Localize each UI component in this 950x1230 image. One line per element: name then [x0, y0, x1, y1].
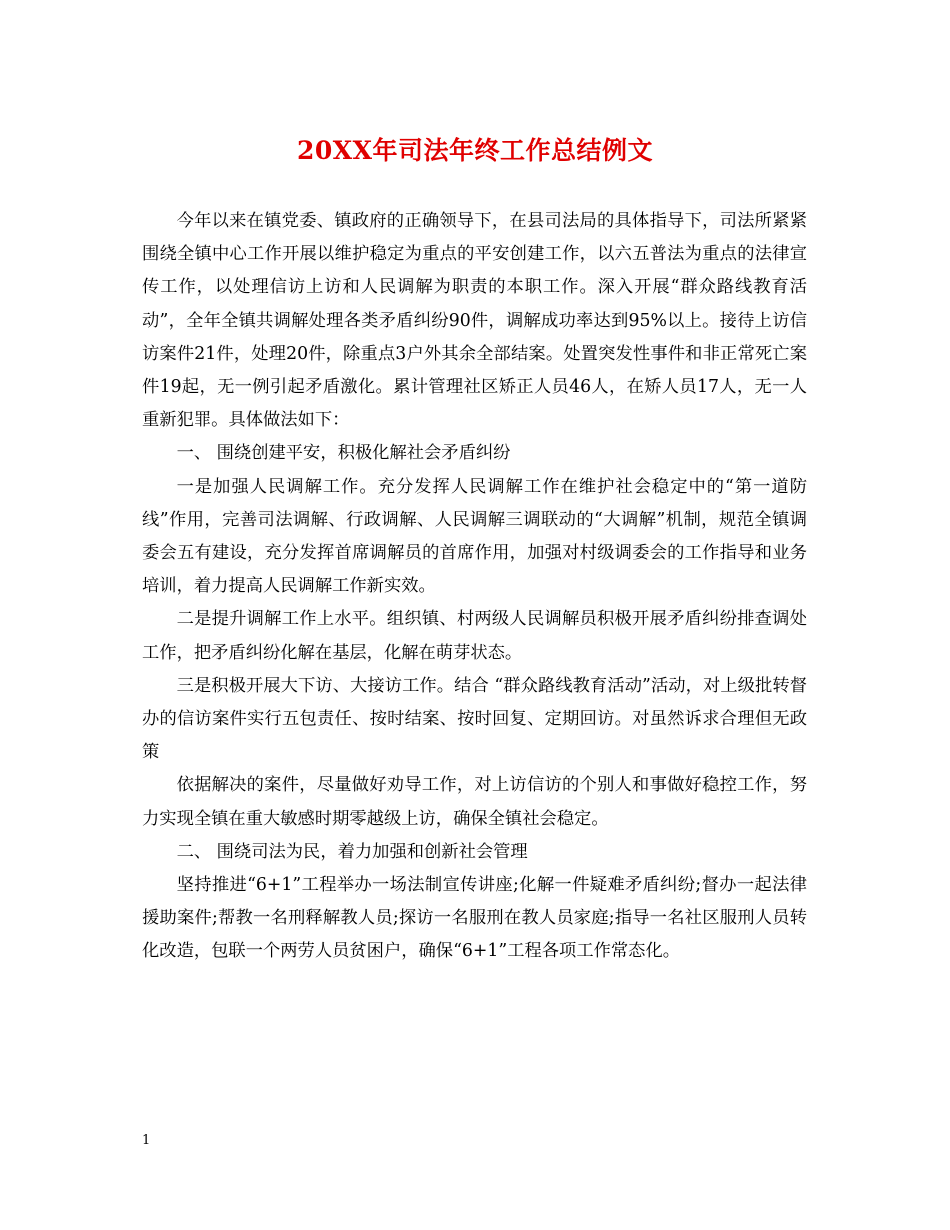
document-body: [142, 205, 807, 969]
document-title: 20XX年司法年终工作总结例文: [296, 136, 654, 165]
paragraph-improve-mediation: 二是提升调解工作上水平。组织镇、村两级人民调解员积极开展矛盾纠纷排查调处工作，把矛盾纠纷化解在基层，化解在萌芽状态。: [142, 609, 807, 663]
paragraph-persuasion: 依据解决的案件，尽量做好劝导工作，对上访信访的个别人和事做好稳控工作，努力实现全镇在重大敏感时期零越级上访，确保全镇社会稳定。: [142, 775, 807, 829]
paragraph-6plus1: 坚持推进“6+1”工程举办一场法制宣传讲座;化解一件疑难矛盾纠纷;督办一起法律援助案件;帮教一名刑释解教人员;探访一名服刑在教人员家庭;指导一名社区服刑人员转化改造，包联一个两劳人员贫困户，确保“6+1”工程各项工作常态化。: [142, 875, 807, 962]
paragraph-mediation: 一是加强人民调解工作。充分发挥人民调解工作在维护社会稳定中的“第一道防线”作用，完善司法调解、行政调解、人民调解三调联动的“大调解”机制，规范全镇调委会五有建设，充分发挥首席调解员的首席作用，加强对村级调委会的工作指导和业务培训，着力提高人民调解工作新实效。: [142, 476, 807, 597]
section-heading-1: 一、 围绕创建平安，积极化解社会矛盾纠纷: [176, 443, 511, 464]
paragraph-visits: 三是积极开展大下访、大接访工作。结合 “群众路线教育活动”活动，对上级批转督办的信访案件实行五包责任、按时结案、按时回复、定期回访。对虽然诉求合理但无政策: [142, 675, 807, 763]
section-heading-2: 二、 围绕司法为民，着力加强和创新社会管理: [176, 841, 528, 862]
page-number: 1: [142, 1133, 151, 1148]
paragraph-intro: 今年以来在镇党委、镇政府的正确领导下，在县司法局的具体指导下，司法所紧紧围绕全镇中心工作开展以维护稳定为重点的平安创建工作，以六五普法为重点的法律宣传工作，以处理信访上访和人民调解为职责的本职工作。深入开展“群众路线教育活动”，全年全镇共调解处理各类矛盾纠纷90件，调解成功率达到95%以上。接待上访信访案件21件，处理20件，除重点3户外其余全部结案。处置突发性事件和非正常死亡案件19起，无一例引起矛盾激化。累计管理社区矫正人员46人，在矫人员17人，无一人重新犯罪。具体做法如下：: [142, 211, 807, 431]
